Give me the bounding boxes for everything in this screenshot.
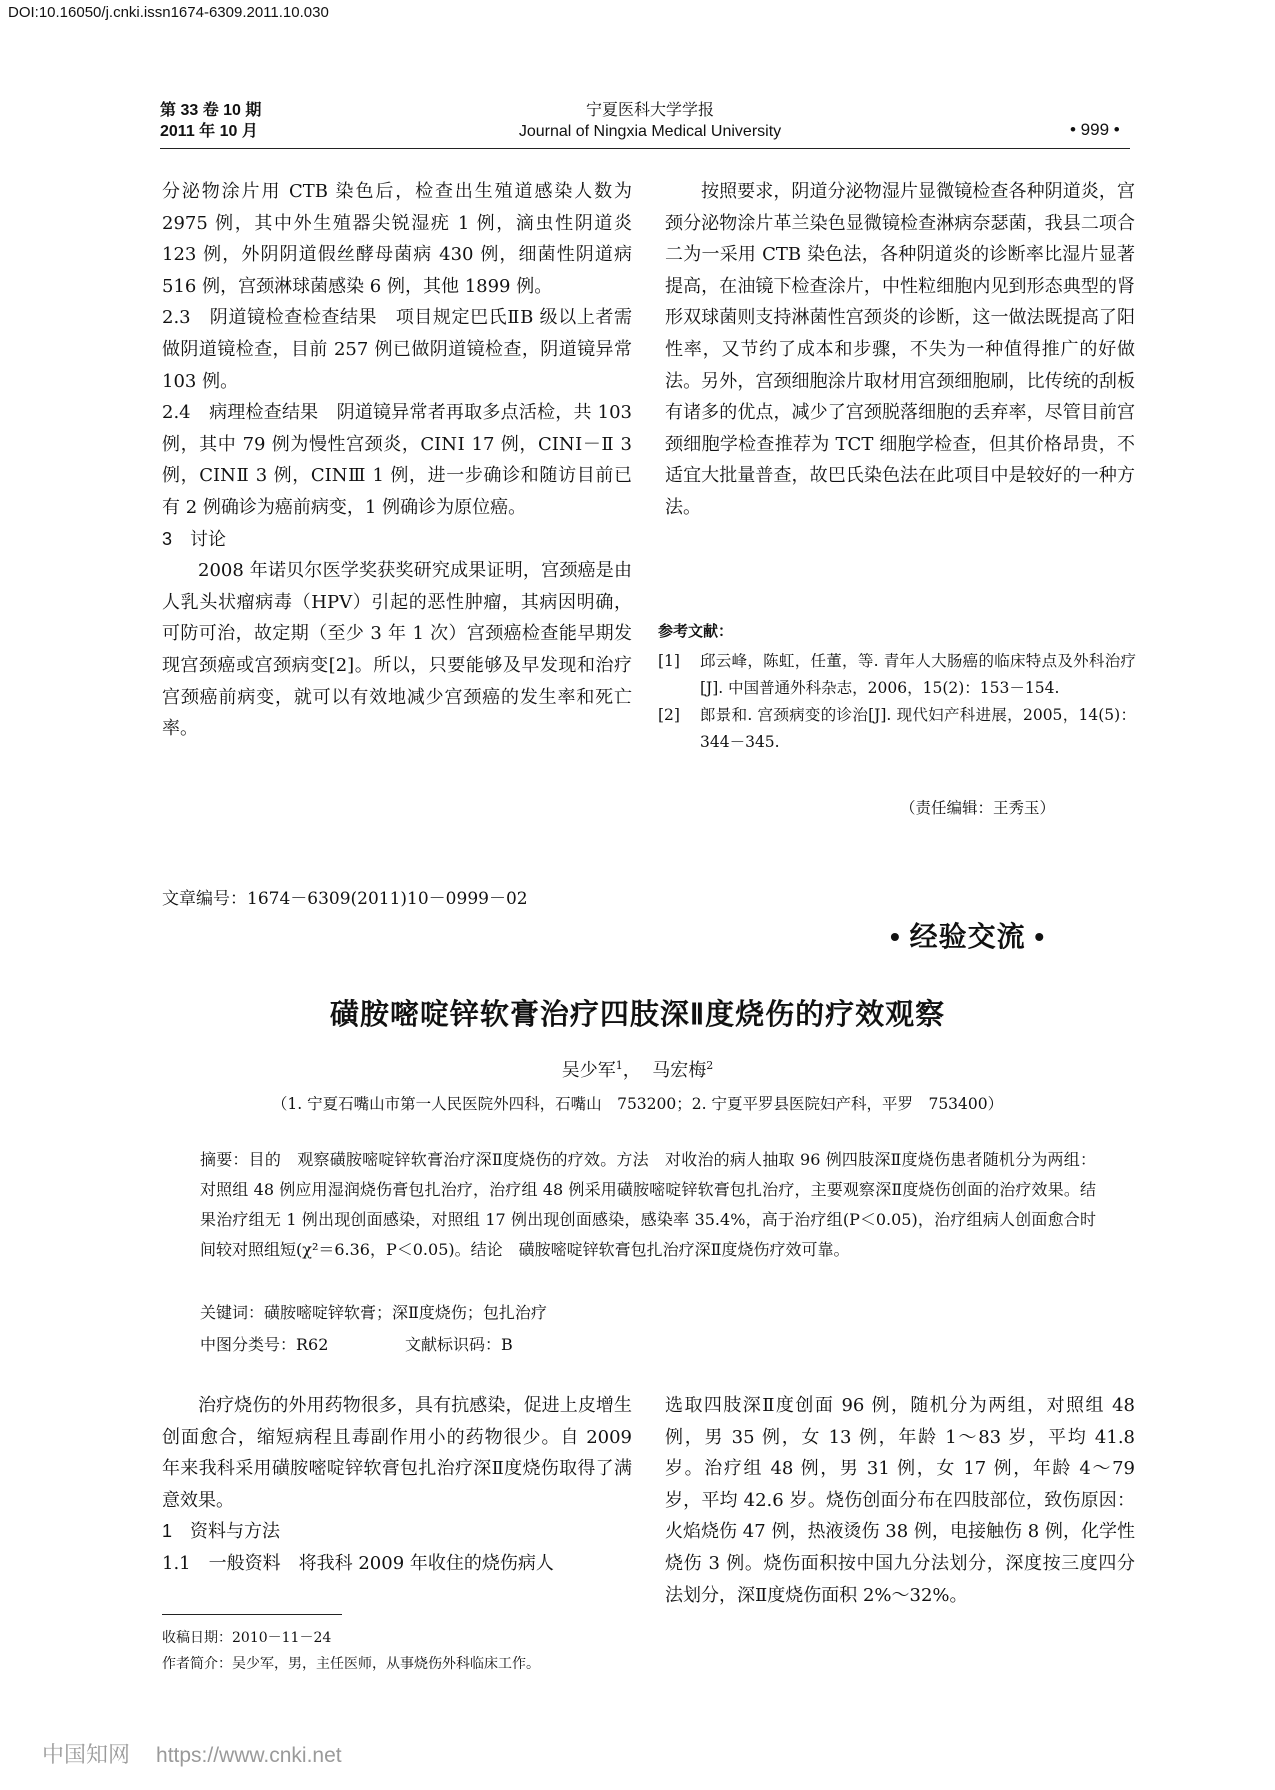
prev-article-right-column [665,176,1135,524]
keywords: 关键词：磺胺嘧啶锌软膏；深Ⅱ度烧伤；包扎治疗 [200,1303,547,1322]
reference-number: [2] [658,706,680,724]
article-body-left-column [162,1390,632,1580]
cnki-watermark [42,1738,342,1769]
paragraph: 选取四肢深Ⅱ度创面 96 例，随机分为两组，对照组 48 例，男 35 例，女 13 例，年龄 1～83 岁，平均 41.8 岁。治疗组 48 例，男 31 例，女 17 例，年龄 4～79 岁，平均 42.6 岁。烧伤创面分布在四肢部位，致伤原因：火焰烧伤 47 例，热液烫伤 38 例，电接触伤 8 例，化学性烧伤 3 例。烧伤面积按中国九分法划分，深度按三度四分法划分，深Ⅱ度烧伤面积 2%～32%。 [665,1395,1135,1606]
paragraph: 2008 年诺贝尔医学奖获奖研究成果证明，宫颈癌是由人乳头状瘤病毒（HPV）引起的恶性肿瘤，其病因明确，可防可治，故定期（至少 3 年 1 次）宫颈癌检查能早期发现宫颈癌或宫颈病变[2]。所以，只要能够及早发现和治疗宫颈癌前病变，就可以有效地减少宫颈癌的发生率和死亡率。 [162,560,632,740]
cnki-logo: 中国知网 [42,1742,131,1767]
doi-line: DOI:10.16050/j.cnki.issn1674-6309.2011.10.030 [8,4,329,21]
received-date: 收稿日期：2010－11－24 [162,1630,332,1646]
header-issue [160,100,261,142]
article-title: 磺胺嘧啶锌软膏治疗四肢深Ⅱ度烧伤的疗效观察 [329,999,946,1031]
page-number: • 999 • [1070,120,1120,139]
author-name: 吴少军 [561,1060,616,1081]
column-title: • 经验交流 • [890,921,1046,952]
header-journal [480,100,820,142]
affiliation-marker: 1 [615,1059,623,1072]
paragraph: 按照要求，阴道分泌物湿片显微镜检查各种阴道炎，宫颈分泌物涂片革兰染色显微镜检查淋病奈瑟菌，我县二项合二为一采用 CTB 染色法，各种阴道炎的诊断率比湿片显著提高，在油镜下检查涂片，中性粒细胞内见到形态典型的肾形双球菌则支持淋菌性宫颈炎的诊断，这一做法既提高了阳性率，又节约了成本和步骤，不失为一种值得推广的好做法。另外，宫颈细胞涂片取材用宫颈细胞刷，比传统的刮板有诸多的优点，减少了宫颈脱落细胞的丢弃率，尽管目前宫颈细胞学检查推荐为 TCT 细胞学检查，但其价格昂贵，不适宜大批量普查，故巴氏染色法在此项目中是较好的一种方法。 [665,181,1135,518]
cnki-url[interactable]: https://www.cnki.net [156,1744,342,1767]
affiliation-marker: 2 [706,1059,714,1072]
abstract-text: 摘要：目的 观察磺胺嘧啶锌软膏治疗深Ⅱ度烧伤的疗效。方法 对收治的病人抽取 96 例四肢深Ⅱ度烧伤患者随机分为两组：对照组 48 例应用湿润烧伤膏包扎治疗，治疗组 48 例采用磺胺嘧啶锌软膏包扎治疗，主要观察深Ⅱ度烧伤创面的治疗效果。结果治疗组无 1 例出现创面感染，对照组 17 例出现创面感染，感染率 35.4%，高于治疗组(P＜0.05)，治疗组病人创面愈合时间较对照组短(χ²＝6.36，P＜0.05)。结论 磺胺嘧啶锌软膏包扎治疗深Ⅱ度烧伤疗效可靠。 [200,1150,1096,1259]
classification-line [200,1330,513,1360]
article-body-right-column [665,1390,1135,1611]
header-rule [160,148,1130,149]
reference-text: 郎景和. 宫颈病变的诊治[J]. 现代妇产科进展，2005，14(5)：344－345. [700,706,1136,751]
journal-name-cn: 宁夏医科大学学报 [585,102,714,119]
references-title: 参考文献： [658,623,734,640]
reference-item [658,648,1136,702]
prev-article-left-column [162,176,632,745]
article-number: 文章编号：1674－6309(2011)10－0999－02 [162,889,528,909]
authors [0,1056,1275,1082]
responsible-editor: （责任编辑：王秀玉） [900,800,1056,817]
references-list [658,648,1136,756]
affiliations: （1. 宁夏石嘴山市第一人民医院外四科，石嘴山 753200；2. 宁夏平罗县医院妇产科，平罗 753400） [271,1095,1004,1113]
footnotes [162,1625,540,1677]
clc-number: 中图分类号：R62 [200,1335,329,1354]
reference-item [658,702,1136,756]
abstract [200,1145,1096,1265]
journal-name-en: Journal of Ningxia Medical University [518,123,782,140]
header-volume: 第 33 卷 10 期 [160,102,262,119]
paragraph: 分泌物涂片用 CTB 染色后，检查出生殖道感染人数为 2975 例，其中外生殖器尖锐湿疣 1 例，滴虫性阴道炎 123 例，外阴阴道假丝酵母菌病 430 例，细菌性阴道病 516 例，宫颈淋球菌感染 6 例，其他 1899 例。 [162,181,632,297]
reference-text: 邱云峰，陈虹，任董，等. 青年人大肠癌的临床特点及外科治疗[J]. 中国普通外科杂志，2006，15(2)：153－154. [700,652,1136,697]
section-heading: 1 资料与方法 [162,1521,281,1542]
reference-number: [1] [658,652,680,670]
footnote-rule [162,1614,342,1615]
document-code: 文献标识码：B [405,1335,513,1354]
paragraph: 2.3 阴道镜检查检查结果 项目规定巴氏ⅡB 级以上者需做阴道镜检查，目前 257 例已做阴道镜检查，阴道镜异常 103 例。 [162,307,632,392]
paragraph: 1.1 一般资料 将我科 2009 年收住的烧伤病人 [162,1552,554,1574]
paragraph: 2.4 病理检查结果 阴道镜异常者再取多点活检，共 103 例，其中 79 例为慢性宫颈炎，CINⅠ 17 例，CINⅠ－Ⅱ 3 例，CINⅡ 3 例，CINⅢ 1 例，进一步确诊和随访目前已有 2 例确诊为癌前病变，1 例确诊为原位癌。 [162,402,632,518]
author-separator: ， [622,1060,641,1081]
section-heading: 3 讨论 [162,528,227,549]
author-name: 马宏梅 [652,1060,707,1081]
paragraph: 治疗烧伤的外用药物很多，具有抗感染，促进上皮增生创面愈合，缩短病程且毒副作用小的药物很少。自 2009 年来我科采用磺胺嘧啶锌软膏包扎治疗深Ⅱ度烧伤取得了满意效果。 [162,1395,632,1511]
author-bio: 作者简介：吴少军，男，主任医师，从事烧伤外科临床工作。 [162,1656,540,1672]
header-date: 2011 年 10 月 [160,123,258,140]
